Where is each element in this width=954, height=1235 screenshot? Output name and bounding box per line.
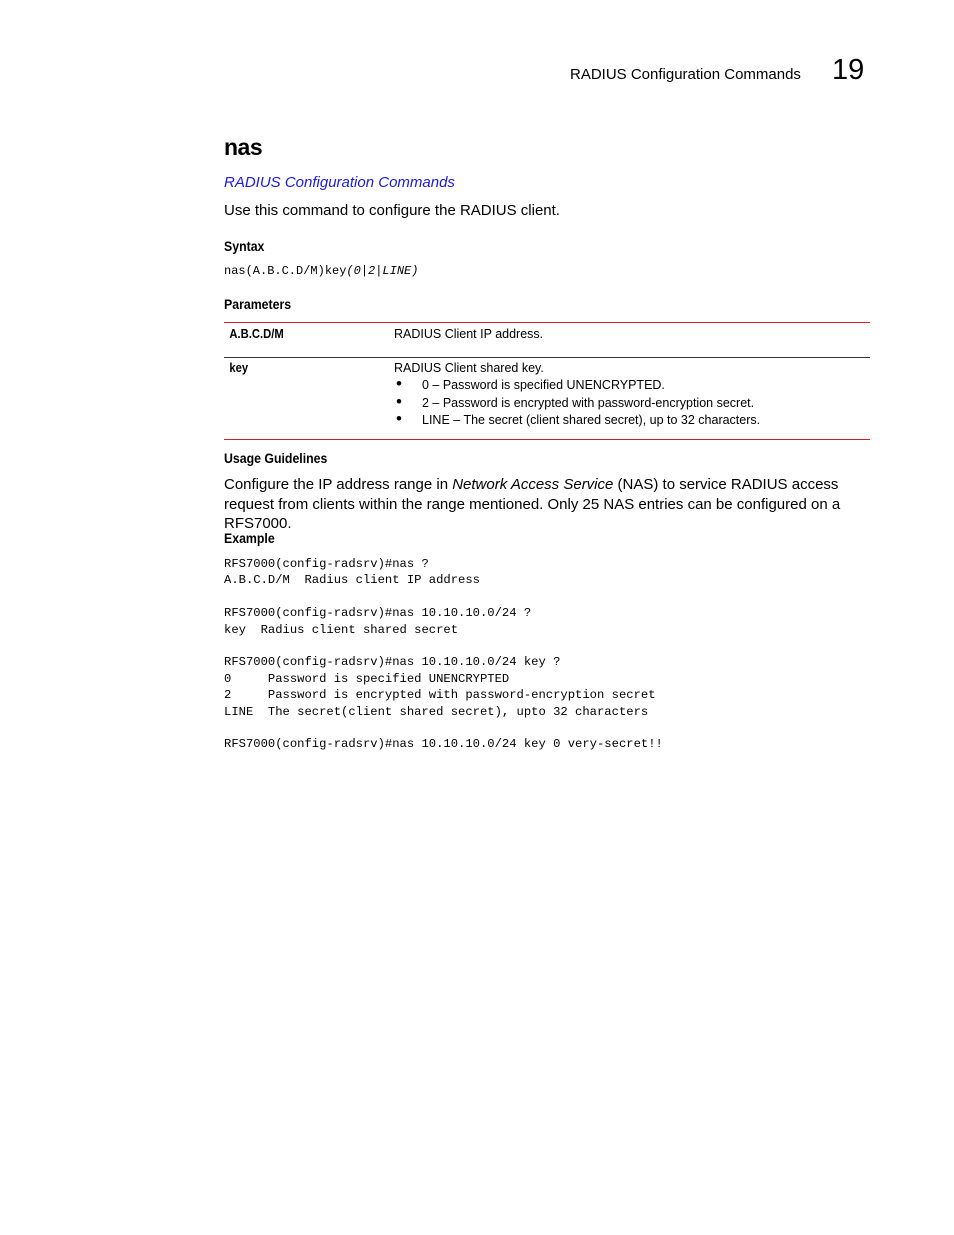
chapter-number: 19 bbox=[832, 54, 865, 86]
param-description bbox=[394, 358, 870, 440]
parameters-table bbox=[224, 322, 870, 440]
example-code-block: RFS7000(config-radsrv)#nas ? A.B.C.D/M Radius client IP address RFS7000(config-radsrv)#nas 10.10.10.0/24 ? key Radius client shared secret RFS7000(config-radsrv)#nas 10.10.10.0/24 key ? 0 Password is specified UNENCRYPTED 2 Password is encrypted with password-encryption secret LINE The secret(client shared secret), upto 32 characters RFS7000(config-radsrv)#nas 10.10.10.0/24 key 0 very-secret!! bbox=[224, 557, 663, 752]
parameters-heading: Parameters bbox=[224, 296, 292, 312]
usage-text-start: Configure the IP address range in bbox=[224, 476, 453, 493]
running-header-title: RADIUS Configuration Commands bbox=[570, 66, 801, 83]
syntax-command: nas(A.B.C.D/M)key bbox=[224, 264, 347, 278]
syntax-line bbox=[224, 264, 418, 278]
syntax-args: (0|2|LINE) bbox=[346, 264, 419, 278]
usage-text-end: (NAS) to service RADIUS access request from clients within the range mentioned. Only 25 NAS entries can be configured on a RFS7000. bbox=[224, 476, 841, 532]
param-description bbox=[394, 323, 870, 358]
usage-text-italic: Network Access Service bbox=[452, 476, 614, 493]
page-title: nas bbox=[224, 134, 263, 160]
usage-paragraph bbox=[224, 475, 874, 534]
param-description-text: RADIUS Client IP address. bbox=[394, 327, 544, 341]
param-name: A.B.C.D/M bbox=[229, 327, 284, 341]
list-item: • 2 – Password is encrypted with password-encryption secret. bbox=[394, 395, 870, 413]
table-row bbox=[224, 323, 870, 358]
param-description-text: RADIUS Client shared key. bbox=[394, 361, 544, 375]
list-item: • 0 – Password is specified UNENCRYPTED. bbox=[394, 377, 870, 395]
intro-text: Use this command to configure the RADIUS client. bbox=[224, 202, 560, 219]
example-heading: Example bbox=[224, 530, 275, 546]
list-item: • LINE – The secret (client shared secret), up to 32 characters. bbox=[394, 412, 870, 430]
param-name: key bbox=[229, 361, 249, 375]
table-row bbox=[224, 358, 870, 440]
cross-reference-link[interactable]: RADIUS Configuration Commands bbox=[224, 174, 455, 191]
usage-heading: Usage Guidelines bbox=[224, 450, 328, 466]
syntax-heading: Syntax bbox=[224, 238, 265, 254]
param-bullet-list bbox=[394, 377, 870, 430]
